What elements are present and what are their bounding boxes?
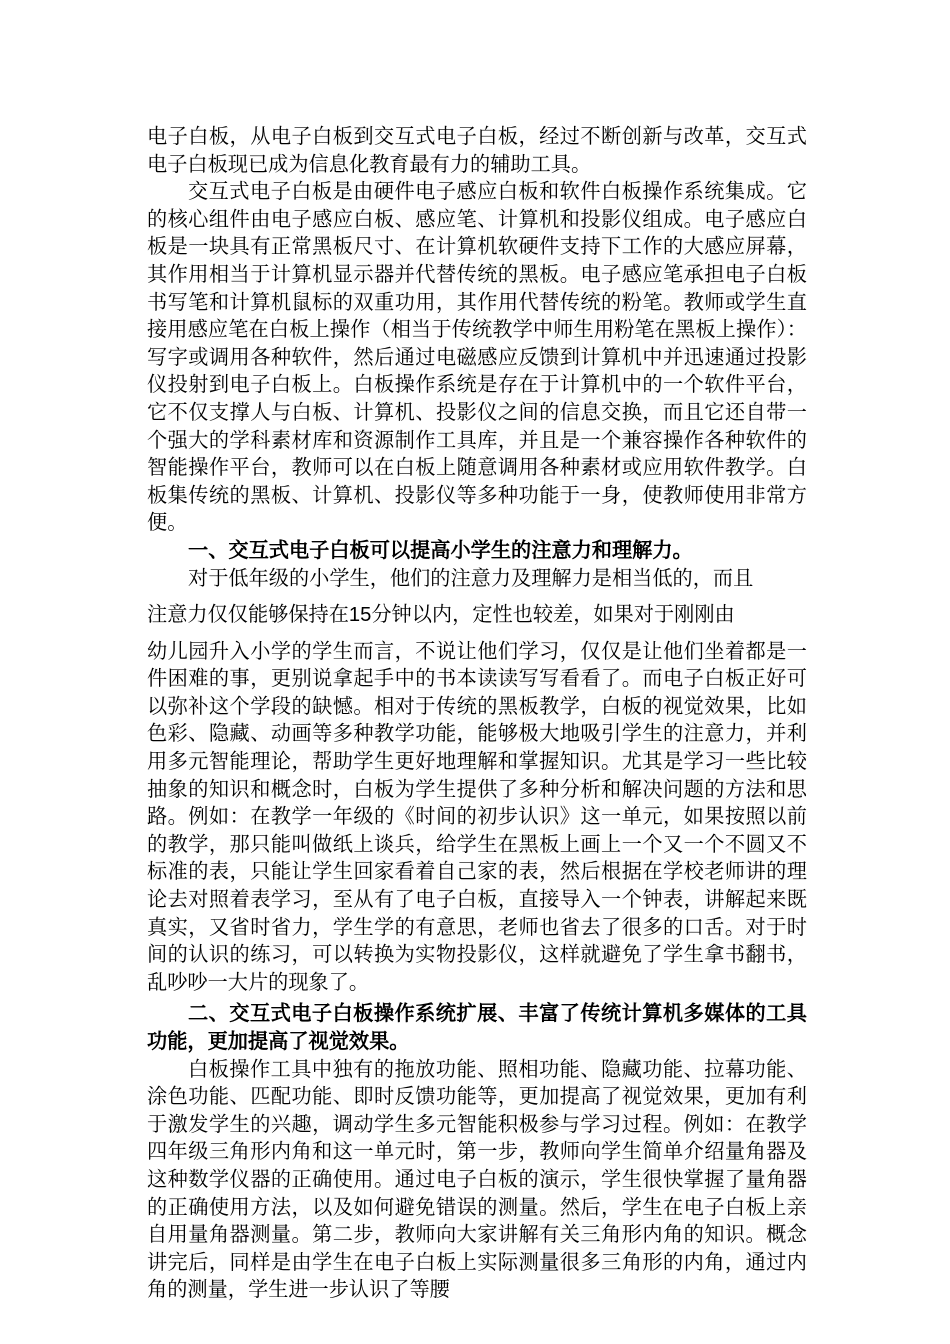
paragraph-intro-continuation: 电子白板，从电子白板到交互式电子白板，经过不断创新与改革，交互式电子白板现已成为信息化教育最有力的辅助工具。 [147, 124, 807, 176]
document-page [147, 123, 807, 1304]
paragraph-attention-rest: 幼儿园升入小学的学生而言，不说让他们学习，仅仅是让他们坐着都是一件困难的事，更别说拿起手中的书本读读写写看看了。而电子白板正好可以弥补这个学段的缺憾。相对于传统的黑板教学，白板的视觉效果，比如色彩、隐藏、动画等多种教学功能，能够极大地吸引学生的注意力，并利用多元智能理论，帮助学生更好地理解和掌握知识。尤其是学习一些比较抽象的知识和概念时，白板为学生提供了多种分析和解决问题的方法和思路。例如：在教学一年级的《时间的初步认识》这一单元，如果按照以前的教学，那只能叫做纸上谈兵，给学生在黑板上画上一个又一个不圆又不标准的表，只能让学生回家看着自己家的表，然后根据在学校老师讲的理论去对照着表学习，至从有了电子白板，直接导入一个钟表，讲解起来既真实，又省时省力，学生学的有意思，老师也省去了很多的口舌。对于时间的认识的练习，可以转换为实物投影仪，这样就避免了学生拿书翻书，乱吵吵一大片的现象了。 [147, 638, 807, 994]
paragraph-attention-line-1: 对于低年级的小学生，他们的注意力及理解力是相当低的，而且 [188, 565, 754, 590]
attention-text-before: 注意力仅仅能够保持在 [147, 602, 349, 627]
section-heading-2: 二、交互式电子白板操作系统扩展、丰富了传统计算机多媒体的工具功能，更加提高了视觉效果。 [147, 1001, 807, 1053]
paragraph-attention-line-2 [147, 601, 807, 629]
section-heading-1: 一、交互式电子白板可以提高小学生的注意力和理解力。 [188, 537, 693, 562]
paragraph-whiteboard-composition: 交互式电子白板是由硬件电子感应白板和软件白板操作系统集成。它的核心组件由电子感应白板、感应笔、计算机和投影仪组成。电子感应白板是一块具有正常黑板尺寸、在计算机软硬件支持下工作的大感应屏幕，其作用相当于计算机显示器并代替传统的黑板。电子感应笔承担电子白板书写笔和计算机鼠标的双重功用，其作用代替传统的粉笔。教师或学生直接用感应笔在白板上操作（相当于传统教学中师生用粉笔在黑板上操作）：写字或调用各种软件，然后通过电磁感应反馈到计算机中并迅速通过投影仪投射到电子白板上。白板操作系统是存在于计算机中的一个软件平台，它不仅支撑人与白板、计算机、投影仪之间的信息交换，而且它还自带一个强大的学科素材库和资源制作工具库，并且是一个兼容操作各种软件的智能操作平台，教师可以在白板上随意调用各种素材或应用软件教学。白板集传统的黑板、计算机、投影仪等多种功能于一身，使教师使用非常方便。 [147, 179, 807, 535]
attention-minutes-number: 15 [348, 604, 372, 627]
attention-text-after: 分钟以内，定性也较差，如果对于刚刚由 [371, 602, 735, 627]
paragraph-tool-functions: 白板操作工具中独有的拖放功能、照相功能、隐藏功能、拉幕功能、涂色功能、匹配功能、即时反馈功能等，更加提高了视觉效果，更加有利于激发学生的兴趣，调动学生多元智能积极参与学习过程。例如：在教学四年级三角形内角和这一单元时，第一步，教师向学生简单介绍量角器及这种数学仪器的正确使用。通过电子白板的演示，学生很快掌握了量角器的正确使用方法，以及如何避免错误的测量。然后，学生在电子白板上亲自用量角器测量。第二步，教师向大家讲解有关三角形内角的知识。概念讲完后，同样是由学生在电子白板上实际测量很多三角形的内角，通过内角的测量，学生进一步认识了等腰 [147, 1056, 807, 1302]
